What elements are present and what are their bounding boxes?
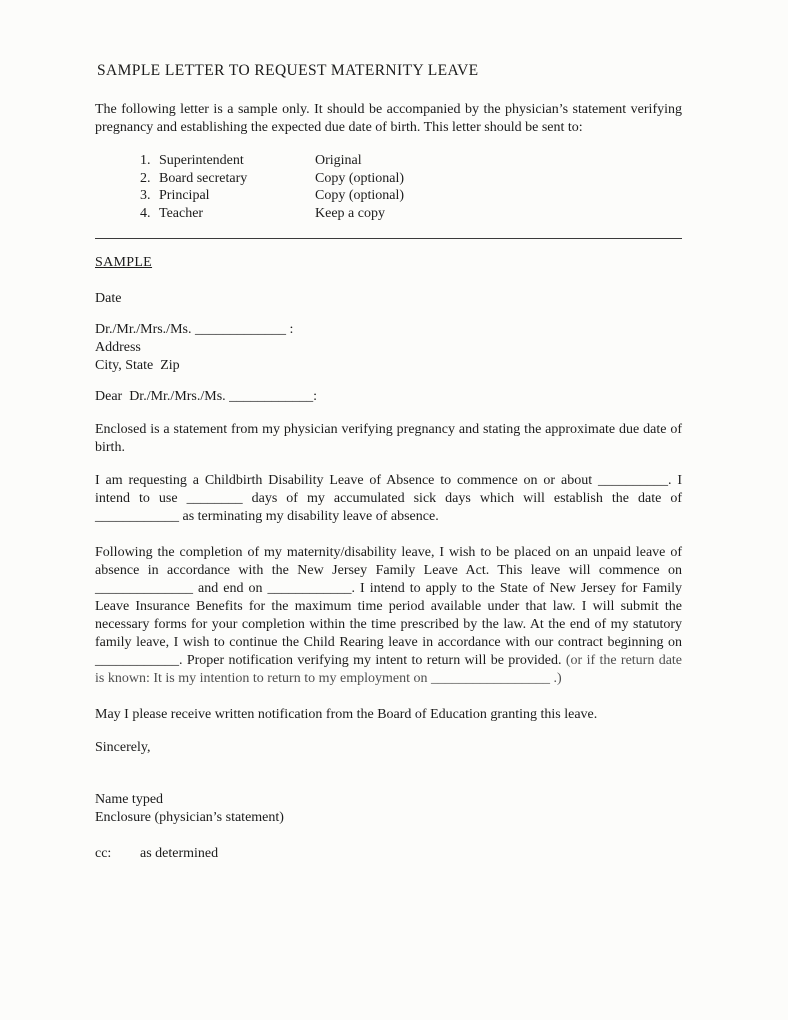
address-block	[95, 321, 682, 375]
recipient-number: 2.	[140, 170, 151, 186]
recipient-action: Copy (optional)	[315, 170, 405, 186]
recipient-row	[140, 205, 682, 223]
paragraph-enclosed-statement: Enclosed is a statement from my physician verifying pregnancy and stating the approximate due date of birth.	[95, 422, 682, 455]
cc-label: cc:	[95, 846, 112, 861]
recipient-name: Board secretary	[159, 170, 248, 186]
recipient-action: Copy (optional)	[315, 188, 405, 203]
recipient-action: Keep a copy	[315, 205, 385, 221]
recipient-row	[140, 152, 682, 170]
recipient-name: Principal	[159, 188, 210, 203]
recipient-name: Teacher	[159, 205, 204, 221]
recipient-number: 3.	[140, 188, 151, 203]
closing-line: Sincerely,	[95, 740, 151, 755]
recipient-row	[140, 170, 682, 188]
divider-line	[95, 238, 682, 239]
recipient-list	[140, 152, 682, 222]
address-line: Address	[95, 340, 141, 355]
salutation-blank-line: Dr./Mr./Mrs./Ms. _____________ :	[95, 322, 294, 337]
name-typed-line: Name typed	[95, 792, 164, 807]
recipient-number: 1.	[140, 153, 151, 168]
paragraph-disability-leave-request: I am requesting a Childbirth Disability Leave of Absence to commence on or about __________. I intend to use ________ days of my accumulated sick days which will establish the date of ____________ as terminating my disability leave of absence.	[95, 473, 682, 524]
return-date-note: (or if the return date is known: It is my intention to return to my employment on _________________ .)	[95, 653, 683, 686]
dear-line: Dear Dr./Mr./Mrs./Ms. ____________:	[95, 389, 318, 404]
city-state-zip-line: City, State Zip	[95, 358, 180, 373]
family-leave-main-text: Following the completion of my maternity/disability leave, I wish to be placed on an unpaid leave of absence in accordance with the New Jersey Family Leave Act. This leave will commence on ______________ and end on ____________. I intend to apply to the State of New Jersey for Family Leave Insurance Benefits for the maximum time period available under that law. I will submit the necessary forms for your completion within the time prescribed by the law. At the end of my statutory family leave, I wish to continue the Child Rearing leave in accordance with our contract beginning on ____________. Proper notification verifying my intent to return will be provided.	[95, 545, 682, 668]
paragraph-notification-request: May I please receive written notification from the Board of Education granting this leave.	[95, 707, 598, 722]
cc-value: as determined	[140, 846, 219, 861]
intro-paragraph: The following letter is a sample only. It should be accompanied by the physician’s statement verifying pregnancy and establishing the expected due date of birth. This letter should be sent to:	[95, 102, 682, 135]
document-title: SAMPLE LETTER TO REQUEST MATERNITY LEAVE	[97, 62, 479, 79]
paragraph-family-leave-details	[95, 544, 682, 688]
recipient-row	[140, 187, 682, 205]
sample-heading: SAMPLE	[95, 255, 153, 270]
recipient-name: Superintendent	[159, 153, 244, 168]
recipient-number: 4.	[140, 205, 151, 221]
signature-block	[95, 791, 682, 827]
cc-line	[95, 845, 682, 863]
enclosure-line: Enclosure (physician’s statement)	[95, 810, 284, 825]
recipient-action: Original	[315, 153, 362, 168]
date-line: Date	[95, 291, 122, 306]
